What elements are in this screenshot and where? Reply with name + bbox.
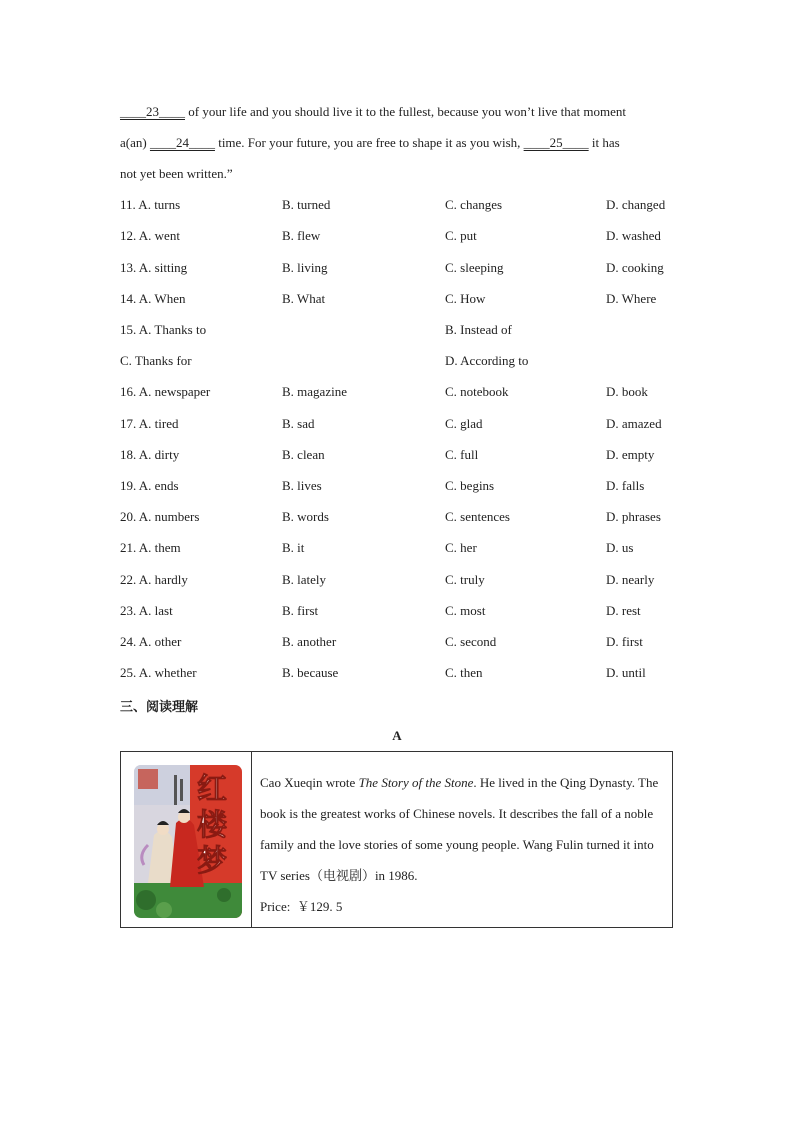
- option-d: D. Where: [606, 291, 657, 306]
- option-d: D. first: [606, 634, 643, 649]
- question-row: [120, 540, 680, 560]
- book-cover-illustration: [134, 765, 242, 918]
- option-c: C. glad: [445, 416, 483, 431]
- question-row: [120, 197, 680, 217]
- description-text: . He lived in the Qing Dynasty. The book is the greatest works of Chinese novels. It describes the fall of a noble family and the love stories of some young people. Wang Fulin turned it into TV series（电视剧）in 1986.: [260, 775, 659, 883]
- option-d: D. phrases: [606, 509, 661, 524]
- option-a: 19. A. ends: [120, 478, 179, 493]
- option-c: C. most: [445, 603, 486, 618]
- option-c: C. Thanks for: [120, 353, 192, 368]
- option-b: B. sad: [282, 416, 315, 431]
- blank-23: ____23____: [120, 104, 185, 119]
- passage-text: of your life and you should live it to the fullest, because you won’t live that moment: [185, 104, 626, 119]
- option-c: C. sleeping: [445, 260, 504, 275]
- question-row: [120, 228, 680, 248]
- option-a: 13. A. sitting: [120, 260, 188, 275]
- option-d: D. changed: [606, 197, 666, 212]
- passage-line-1: [120, 104, 626, 120]
- option-d: D. book: [606, 384, 648, 399]
- option-b: B. Instead of: [445, 322, 512, 337]
- option-b: B. magazine: [282, 384, 347, 399]
- blank-25: ____25____: [523, 135, 589, 150]
- blank-24: ____24____: [149, 135, 215, 150]
- option-c: C. full: [445, 447, 479, 462]
- option-a: 18. A. dirty: [120, 447, 180, 462]
- option-d: D. us: [606, 540, 634, 555]
- option-b: B. first: [282, 603, 319, 618]
- question-row: [120, 291, 680, 311]
- passage-line-2: [120, 135, 620, 151]
- question-row: [120, 322, 680, 342]
- option-c: C. begins: [445, 478, 495, 493]
- option-d: D. washed: [606, 228, 661, 243]
- option-c: C. How: [445, 291, 486, 306]
- option-a: 22. A. hardly: [120, 572, 188, 587]
- question-row: [120, 447, 680, 467]
- question-row: [120, 509, 680, 529]
- option-c: C. changes: [445, 197, 503, 212]
- option-d: D. rest: [606, 603, 641, 618]
- cover-title-char-1: 红: [197, 772, 227, 807]
- option-b: B. it: [282, 540, 305, 555]
- option-d: D. falls: [606, 478, 645, 493]
- book-title-italic: The Story of the Stone: [358, 775, 474, 790]
- table-divider: [251, 752, 252, 927]
- question-row: [120, 416, 680, 436]
- option-b: B. lately: [282, 572, 327, 587]
- option-b: B. because: [282, 665, 339, 680]
- question-row: [120, 353, 680, 373]
- option-d: D. until: [606, 665, 646, 680]
- description-text: Cao Xueqin wrote: [260, 775, 359, 790]
- question-row: [120, 603, 680, 623]
- option-b: B. lives: [282, 478, 322, 493]
- book-info-table: [120, 751, 673, 928]
- price-value: ￥129. 5: [296, 899, 343, 914]
- book-cover-image: [134, 765, 242, 918]
- option-d: D. amazed: [606, 416, 662, 431]
- question-row: [120, 665, 680, 685]
- option-a: 16. A. newspaper: [120, 384, 211, 399]
- option-a: 23. A. last: [120, 603, 173, 618]
- option-c: C. her: [445, 540, 477, 555]
- option-a: 21. A. them: [120, 540, 181, 555]
- price-label: Price:: [260, 899, 291, 914]
- option-b: B. living: [282, 260, 328, 275]
- option-a: 12. A. went: [120, 228, 180, 243]
- option-a: 20. A. numbers: [120, 509, 200, 524]
- option-b: B. clean: [282, 447, 325, 462]
- option-a: 24. A. other: [120, 634, 182, 649]
- option-b: B. another: [282, 634, 337, 649]
- option-a: 11. A. turns: [120, 197, 181, 212]
- option-c: C. sentences: [445, 509, 510, 524]
- question-row: [120, 384, 680, 404]
- question-row: [120, 478, 680, 498]
- question-row: [120, 260, 680, 280]
- cover-title-char-2: 楼: [197, 808, 227, 843]
- passage-text: a(an): [120, 135, 150, 150]
- option-c: C. put: [445, 228, 477, 243]
- option-a: 14. A. When: [120, 291, 186, 306]
- option-b: B. flew: [282, 228, 321, 243]
- cover-title-char-3: 梦: [197, 844, 227, 879]
- option-b: B. What: [282, 291, 326, 306]
- option-b: B. words: [282, 509, 329, 524]
- option-a: 25. A. whether: [120, 665, 197, 680]
- option-c: C. notebook: [445, 384, 509, 399]
- question-row: [120, 572, 680, 592]
- section-heading: 三、阅读理解: [120, 700, 199, 715]
- option-a: 15. A. Thanks to: [120, 322, 207, 337]
- option-c: C. then: [445, 665, 483, 680]
- option-d: D. According to: [445, 353, 529, 368]
- option-a: 17. A. tired: [120, 416, 179, 431]
- question-row: [120, 634, 680, 654]
- book-description: [260, 767, 670, 922]
- option-d: D. nearly: [606, 572, 655, 587]
- passage-label: A: [392, 728, 402, 743]
- passage-line-3: not yet been written.”: [120, 166, 233, 181]
- passage-text: time. For your future, you are free to shape it as you wish,: [214, 135, 524, 150]
- option-b: B. turned: [282, 197, 331, 212]
- option-d: D. cooking: [606, 260, 664, 275]
- option-c: C. second: [445, 634, 497, 649]
- option-c: C. truly: [445, 572, 485, 587]
- option-d: D. empty: [606, 447, 655, 462]
- passage-text: it has: [588, 135, 620, 150]
